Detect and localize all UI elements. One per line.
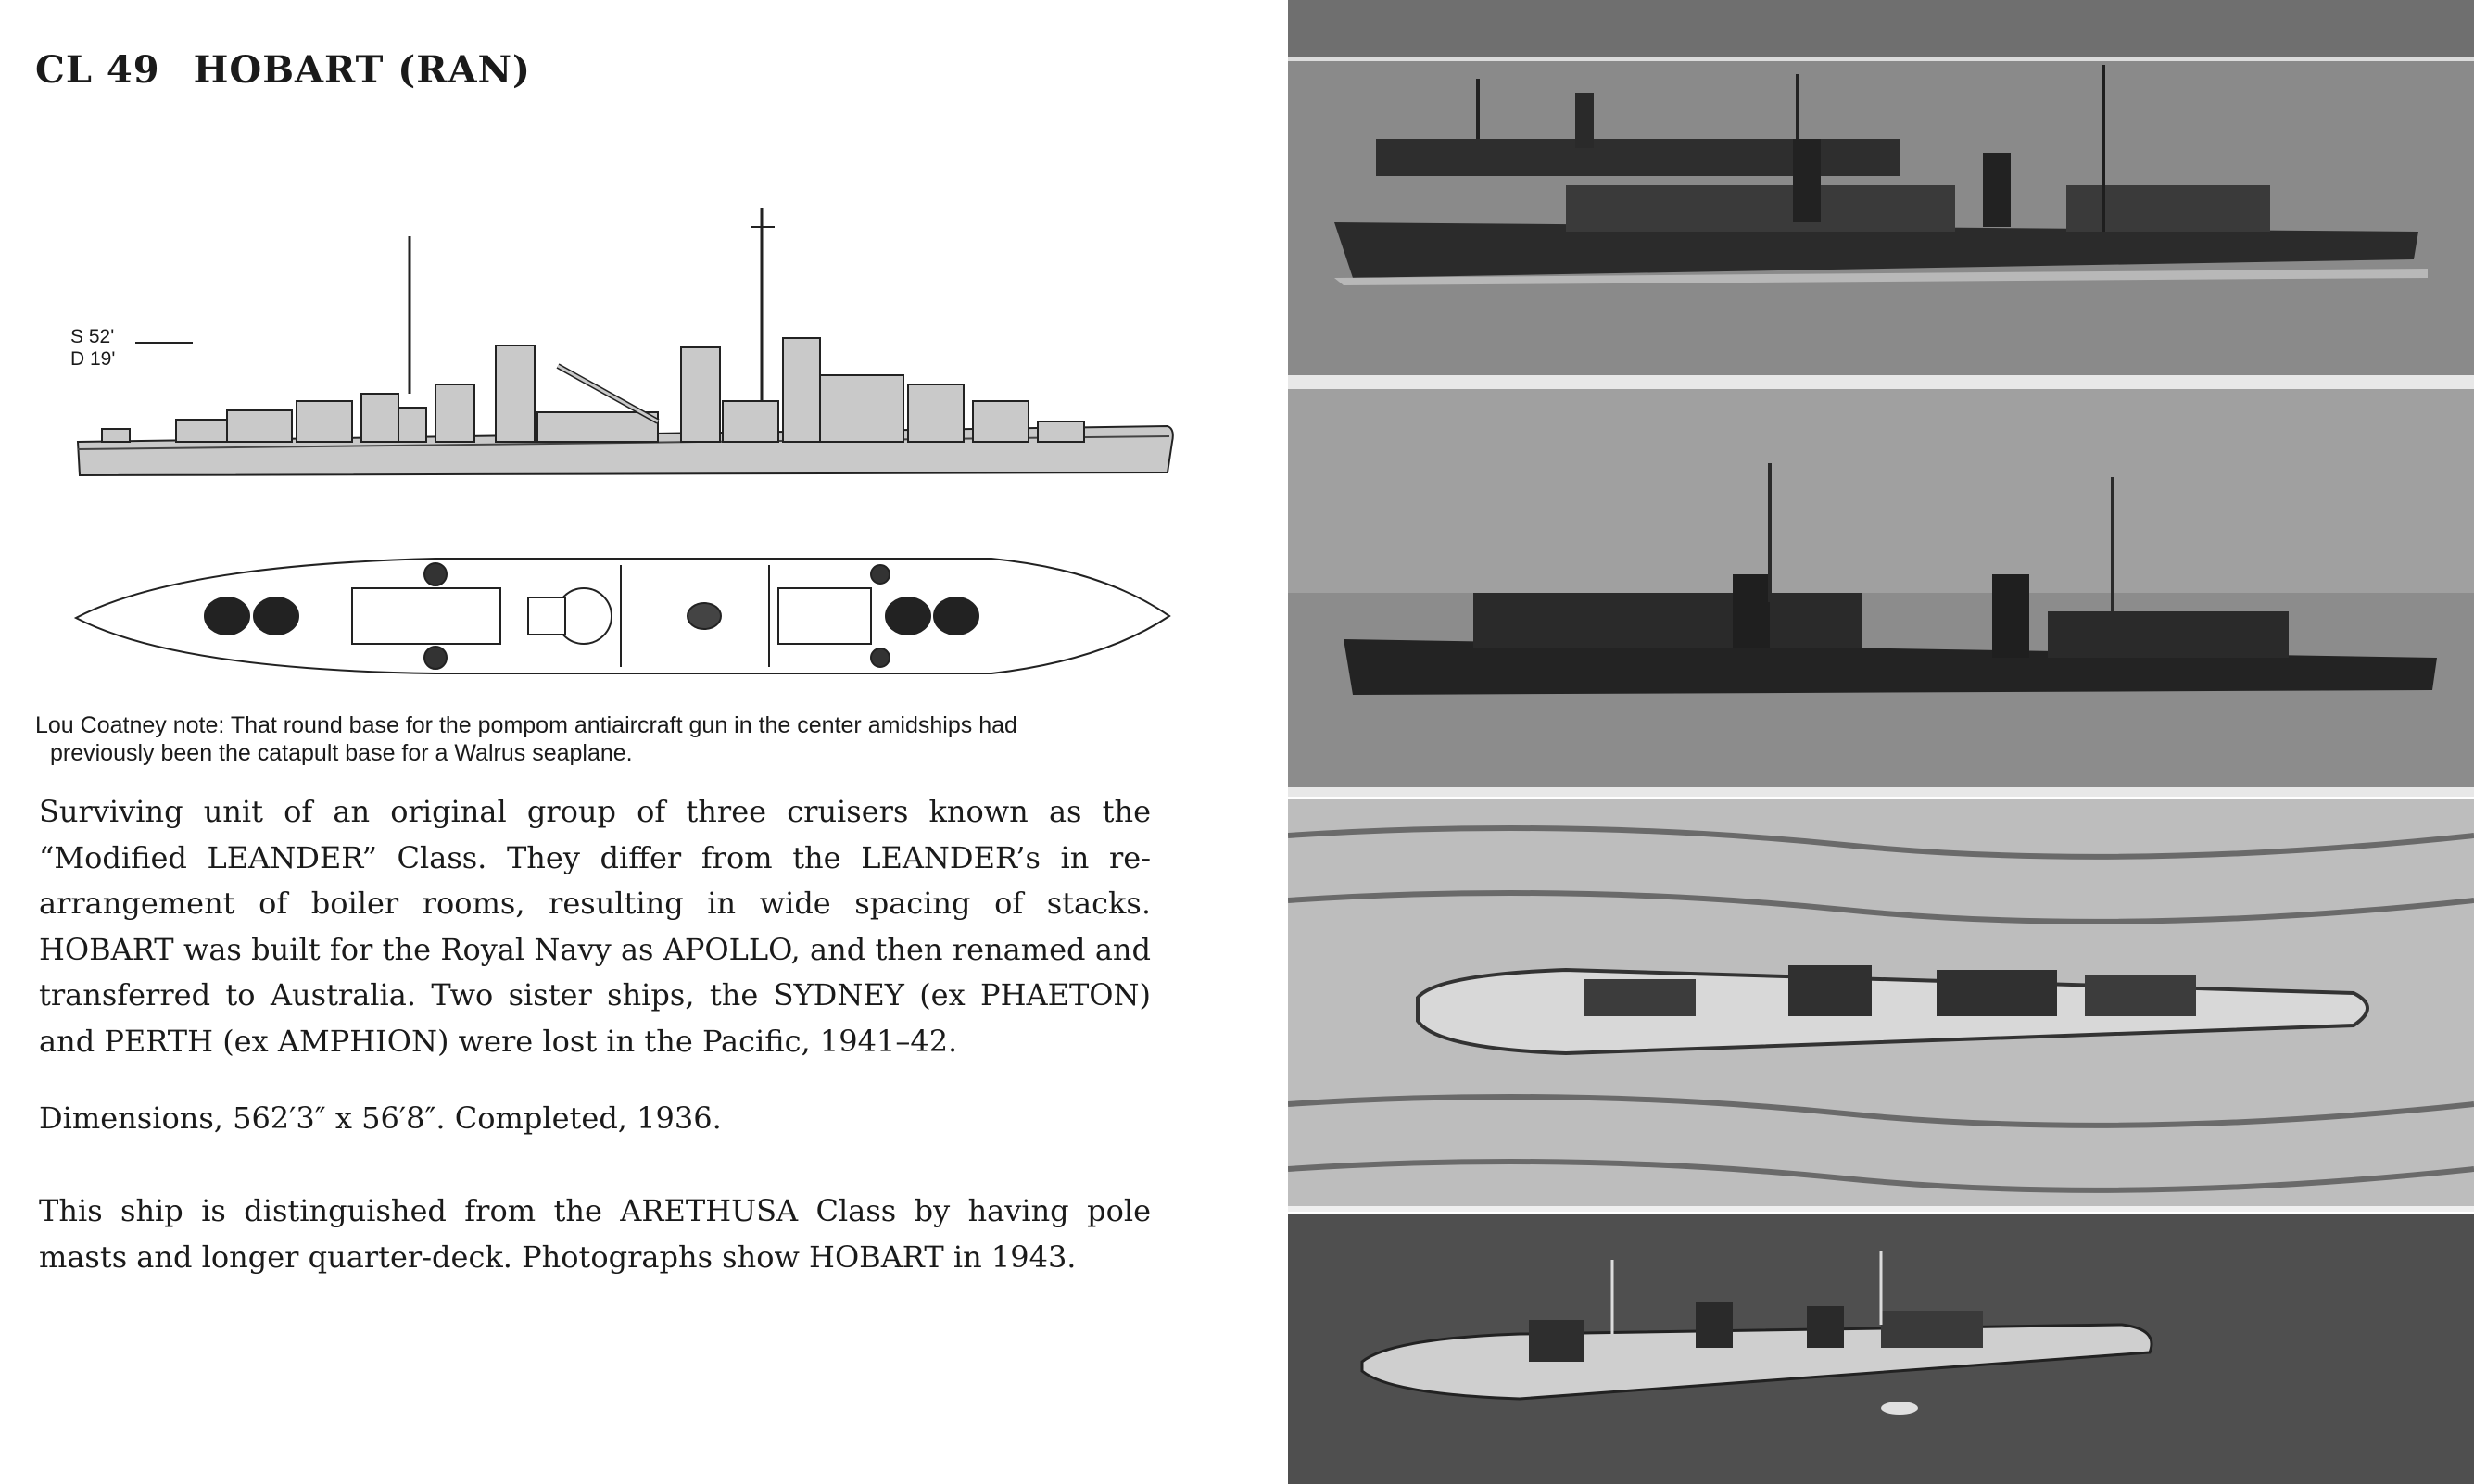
page-title	[35, 48, 531, 92]
distinction-paragraph: This ship is distinguished from the ARETHUSA Class by having pole masts and longer quarter-deck. Photographs show HOBART in 1943.	[39, 1193, 1151, 1275]
note-line-1: Lou Coatney note: That round base for the pompom antiaircraft gun in the center amidships had	[35, 712, 1017, 738]
hull-number: CL 49	[35, 48, 160, 92]
draft-d: D 19'	[70, 348, 116, 370]
photo-3-aerial-wake	[1288, 799, 2474, 1212]
plan-view	[76, 559, 1169, 673]
description-paragraph: Surviving unit of an original group of three cruisers known as the “Modified LEANDER” Class. They differ from the LEANDER’s in re-arrangement of boiler rooms, resulting in wide spacing of stacks. HOBART was built for the Royal Navy as APOLLO, and then renamed and transferred to Australia. Two sister ships, the SYDNEY (ex PHAETON) and PERTH (ex AMPHION) were lost in the Pacific, 1941–42.	[39, 794, 1151, 1059]
editor-note	[35, 711, 1240, 767]
ship-profile-drawing	[65, 199, 1177, 681]
photo-4-aerial-dark-sea	[1288, 1214, 2474, 1484]
photo-column	[1288, 0, 2474, 1484]
photo-1-two-ships-harbor	[1288, 0, 2474, 389]
ship-name: HOBART (RAN)	[193, 48, 531, 92]
dimensions-paragraph: Dimensions, 562′3″ x 56′8″. Completed, 1936.	[39, 1100, 722, 1136]
side-profile	[78, 338, 1173, 475]
photo-2-broadside	[1288, 389, 2474, 797]
note-line-2: previously been the catapult base for a Walrus seaplane.	[50, 740, 633, 766]
draft-s: S 52'	[70, 326, 115, 347]
